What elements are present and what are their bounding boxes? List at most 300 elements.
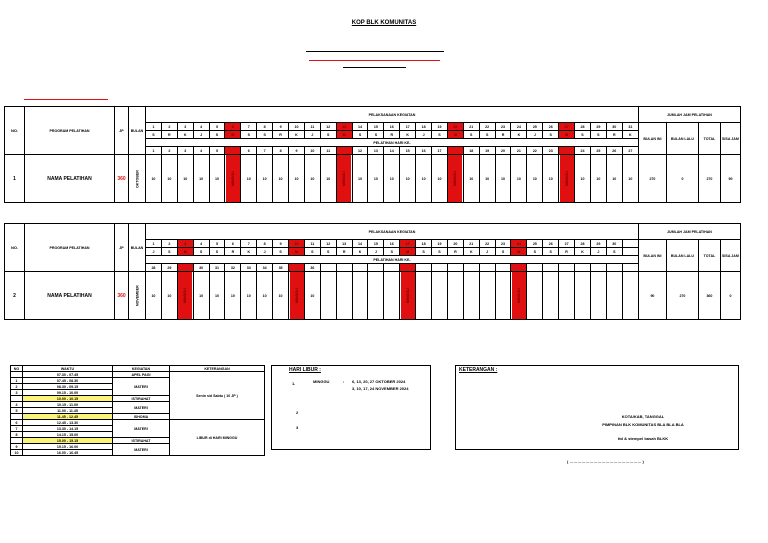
day-cell: R [225,248,241,256]
day-cell: K [289,131,305,139]
schedule-october [4,106,741,203]
jam-waktu: 11.45 - 12.45 [23,414,113,420]
day-cell: R [336,248,352,256]
jam-kegiatan: MATERI [113,378,170,396]
date-cell: 19 [432,123,448,131]
hours-cell: 10 [622,155,638,203]
date-cell: 11 [304,240,320,248]
col-no: NO. [5,107,25,155]
notes-title: KETERANGAN : [459,367,498,373]
date-cell: 21 [463,123,479,131]
col-jp: JP [115,224,129,272]
day-cell: K [400,131,416,139]
jam-waktu: 14.15 - 15.00 [23,432,113,438]
date-cell: 14 [352,240,368,248]
val-bulan-lalu: 270 [666,272,698,320]
hours-cell: 10 [511,155,527,203]
harike-cell: 1 [146,147,162,155]
col-hari-ke: PELATIHAN HARI KE- [146,139,639,147]
date-cell: 16 [384,240,400,248]
harike-cell: 36 [304,264,320,272]
harike-cell [384,264,400,272]
harike-cell [447,264,463,272]
harike-cell [368,264,384,272]
day-cell: K [177,131,193,139]
jam-no: 2 [11,384,23,390]
header-line-1 [306,51,444,52]
jam-no: 5 [11,408,23,414]
hours-cell: 10 [606,155,622,203]
col-bulan: BULAN [129,107,146,155]
harike-cell: 7 [257,147,273,155]
jam-no: 6 [11,420,23,426]
jam-header: NO [11,366,23,372]
notes-kota: KOTA/KAB, TANGGAL [621,414,665,419]
jam-header: WAKTU [23,366,113,372]
harike-cell: 21 [511,147,527,155]
jam-waktu: 16.00 - 16.45 [23,450,113,456]
day-cell: S [527,248,543,256]
hours-cell: 10 [384,155,400,203]
date-cell: 20 [447,240,463,248]
val-sisa: 90 [720,155,740,203]
holiday-no-1: 1. [292,381,296,386]
date-cell: 28 [575,240,591,248]
row-bulan: OKTOBER [129,155,146,203]
harike-cell [527,264,543,272]
jam-no: 7 [11,426,23,432]
harike-cell [495,264,511,272]
date-cell: 3 [177,123,193,131]
day-cell: K [575,248,591,256]
date-cell: 27 [559,123,575,131]
date-cell: 24 [511,123,527,131]
hours-cell [384,272,400,320]
harike-cell [590,264,606,272]
hours-cell: 10 [304,272,320,320]
hours-cell: 10 [146,155,162,203]
harike-cell [432,264,448,272]
harike-cell: 18 [463,147,479,155]
harike-cell: 8 [273,147,289,155]
harike-cell: 16 [416,147,432,155]
harike-cell [400,264,416,272]
jam-waktu: 07.30 - 07.45 [23,372,113,378]
day-cell: M [511,248,527,256]
holiday-box [271,365,431,450]
harike-cell: 5 [209,147,225,155]
col-pelaksanaan: PELAKSANAAN KEGIATAN [146,107,639,123]
harike-cell: 31 [209,264,225,272]
day-cell: M [559,131,575,139]
day-cell: K [352,248,368,256]
jam-kegiatan: MATERI [113,402,170,414]
hours-cell: 10 [225,272,241,320]
date-cell: 12 [320,123,336,131]
jam-waktu: 09.15 - 10.00 [23,390,113,396]
day-cell: S [241,131,257,139]
sunday-cell: MINGGU [289,272,305,320]
day-cell: S [209,248,225,256]
date-cell: 2 [161,123,177,131]
day-cell: R [447,248,463,256]
date-cell: 8 [257,240,273,248]
day-cell: S [320,131,336,139]
date-cell: 2 [161,240,177,248]
harike-cell: 13 [368,147,384,155]
sunday-cell: MINGGU [447,155,463,203]
jam-kegiatan: MATERI [113,420,170,438]
day-cell: J [146,248,162,256]
date-cell: 29 [590,123,606,131]
sunday-cell: MINGGU [511,272,527,320]
day-cell: M [447,131,463,139]
day-cell: K [511,131,527,139]
day-cell: K [622,131,638,139]
harike-cell: 35 [273,264,289,272]
notes-ttd: ttd & stempel basah BLKK [617,436,669,441]
row-jp: 360 [115,155,129,203]
harike-cell [416,264,432,272]
jam-ket-1: Senin s/d Sabtu ( 10 JP ) [170,372,265,420]
day-cell: J [527,131,543,139]
hours-cell: 10 [241,272,257,320]
col-total: TOTAL [698,240,720,272]
date-cell: 31 [622,123,638,131]
holiday-title: HARI LIBUR : [289,367,321,373]
date-cell: 12 [320,240,336,248]
harike-cell: 20 [495,147,511,155]
jam-waktu: 10.00 - 10.15 [23,396,113,402]
val-bulan-ini: 270 [638,155,666,203]
hours-cell: 10 [257,272,273,320]
day-cell: R [273,131,289,139]
date-cell: 7 [241,123,257,131]
day-cell: S [352,131,368,139]
hours-cell: 10 [432,155,448,203]
notes-signature: ( ……………………………………………… ) [567,459,644,464]
harike-cell: 10 [304,147,320,155]
harike-cell: 11 [320,147,336,155]
harike-cell: 24 [575,147,591,155]
jam-no: 8 [11,432,23,438]
date-cell: 29 [590,240,606,248]
hours-cell: 10 [495,155,511,203]
schedule-hours-table [10,365,265,456]
harike-cell [336,147,352,155]
day-cell: K [241,248,257,256]
notes-pimpinan: PIMPINAN BLK KOMUNITAS BLA BLA BLA [602,422,684,427]
day-cell: J [257,248,273,256]
harike-cell [511,264,527,272]
hours-cell [479,272,495,320]
date-cell: 25 [527,240,543,248]
harike-cell: 17 [432,147,448,155]
col-no: NO. [5,224,25,272]
day-cell: S [384,248,400,256]
day-cell: R [606,131,622,139]
day-cell: S [432,248,448,256]
date-cell: 13 [336,240,352,248]
harike-cell: 26 [606,147,622,155]
val-total: 270 [698,155,720,203]
hours-cell: 10 [590,155,606,203]
date-cell: 22 [479,240,495,248]
date-cell: 21 [463,240,479,248]
hours-cell [527,272,543,320]
jam-waktu: 10.15 - 11.00 [23,402,113,408]
day-cell: S [193,248,209,256]
date-cell: 5 [209,123,225,131]
jam-no: 4 [11,402,23,408]
hours-cell: 10 [575,155,591,203]
harike-cell: 27 [622,147,638,155]
harike-cell [352,264,368,272]
date-cell: 13 [336,123,352,131]
schedule-november [4,223,741,320]
hours-cell [463,272,479,320]
hours-cell: 10 [241,155,257,203]
jam-no: 3 [11,390,23,396]
harike-cell [559,147,575,155]
holiday-no-3: 3 [296,425,299,430]
hours-cell [575,272,591,320]
harike-cell: 12 [352,147,368,155]
harike-cell: 32 [225,264,241,272]
day-cell: S [416,248,432,256]
jam-waktu: 12.45 - 13.30 [23,420,113,426]
header-line-3 [343,67,406,68]
date-cell: 17 [400,123,416,131]
hours-cell [606,272,622,320]
hours-cell: 10 [193,272,209,320]
hours-cell [590,272,606,320]
day-cell: S [543,131,559,139]
date-cell: 19 [432,240,448,248]
hours-cell: 10 [146,272,162,320]
day-cell: S [606,248,622,256]
jam-kegiatan: APEL PAGI [113,372,170,378]
day-cell: S [320,248,336,256]
date-cell: 30 [606,123,622,131]
hours-cell: 10 [161,155,177,203]
date-cell: 30 [606,240,622,248]
hours-cell: 10 [479,155,495,203]
val-total: 360 [698,272,720,320]
hours-cell [320,272,336,320]
day-cell: S [463,131,479,139]
hours-cell: 10 [257,155,273,203]
hours-cell: 10 [416,155,432,203]
jam-no: 10 [11,450,23,456]
col-jumlah: JUMLAH JAM PELATIHAN [638,224,740,240]
harike-cell [177,264,193,272]
day-cell: S [432,131,448,139]
date-cell: 9 [273,123,289,131]
row-jp: 360 [115,272,129,320]
val-sisa: 0 [720,272,740,320]
day-cell: R [559,248,575,256]
date-cell: 14 [352,123,368,131]
harike-cell: 33 [241,264,257,272]
hours-cell [622,272,638,320]
jam-kegiatan: MATERI [113,444,170,456]
harike-cell [479,264,495,272]
day-cell: S [304,248,320,256]
hours-cell: 10 [177,155,193,203]
harike-cell: 22 [527,147,543,155]
day-cell: S [257,131,273,139]
hours-cell [447,272,463,320]
date-cell: 24 [511,240,527,248]
date-cell: 10 [289,123,305,131]
jam-kegiatan: ISHOMA [113,414,170,420]
harike-cell: 9 [289,147,305,155]
harike-cell: 2 [161,147,177,155]
holiday-nov: 3, 10, 17, 24 NOVEMBER 2024 [352,386,409,391]
col-program: PROGRAM PELATIHAN [25,107,115,155]
jam-waktu: 15.15 - 16.00 [23,444,113,450]
jam-kegiatan: ISTIRAHAT [113,438,170,444]
col-program: PROGRAM PELATIHAN [25,224,115,272]
date-cell: 6 [225,240,241,248]
date-cell: 20 [447,123,463,131]
harike-cell: 3 [177,147,193,155]
harike-cell [559,264,575,272]
col-total: TOTAL [698,123,720,155]
day-cell: S [161,248,177,256]
sunday-cell: MINGGU [559,155,575,203]
date-cell: 6 [225,123,241,131]
sunday-cell: MINGGU [336,155,352,203]
date-cell: 9 [273,240,289,248]
date-cell: 18 [416,123,432,131]
day-cell: M [289,248,305,256]
hours-cell: 10 [527,155,543,203]
col-bulan-ini: BULAN INI [638,123,666,155]
day-cell: M [336,131,352,139]
day-cell: S [368,131,384,139]
day-cell: M [225,131,241,139]
day-cell: J [368,248,384,256]
date-cell: 23 [495,240,511,248]
date-cell: 1 [146,240,162,248]
jam-no: 1 [11,378,23,384]
harike-cell: 4 [193,147,209,155]
red-underline [24,99,108,100]
holiday-no-2: 2 [296,410,299,415]
date-cell: 4 [193,240,209,248]
jam-waktu: 08.30 - 09.15 [23,384,113,390]
harike-cell: 25 [590,147,606,155]
row-no: 2 [5,272,25,320]
day-cell: J [590,248,606,256]
jam-ket-2: LIBUR di HARI MINGGU [170,420,265,456]
sunday-cell: MINGGU [177,272,193,320]
day-cell: S [495,248,511,256]
col-bulan: BULAN [129,224,146,272]
hours-cell: 10 [209,272,225,320]
jam-header: KETERANGAN [170,366,265,372]
hours-cell: 10 [304,155,320,203]
hours-cell [495,272,511,320]
harike-cell: 30 [193,264,209,272]
sunday-cell: MINGGU [225,155,241,203]
date-cell: 26 [543,240,559,248]
harike-cell: 28 [146,264,162,272]
day-cell: S [273,248,289,256]
day-cell: J [304,131,320,139]
day-cell: S [543,248,559,256]
hours-cell: 10 [289,155,305,203]
row-no: 1 [5,155,25,203]
day-cell: J [479,248,495,256]
holiday-colon: : [343,379,345,384]
hours-cell: 10 [273,155,289,203]
harike-cell [289,264,305,272]
col-bulan-lalu: BULAN LALU [666,240,698,272]
harike-cell: 15 [400,147,416,155]
hours-cell: 10 [161,272,177,320]
harike-cell [606,264,622,272]
col-bulan-lalu: BULAN LALU [666,123,698,155]
date-cell: 23 [495,123,511,131]
date-cell: 25 [527,123,543,131]
harike-cell [575,264,591,272]
day-cell [622,248,638,256]
date-cell: 8 [257,123,273,131]
date-cell: 18 [416,240,432,248]
date-cell: 3 [177,240,193,248]
day-cell: J [416,131,432,139]
date-cell: 4 [193,123,209,131]
day-cell: S [146,131,162,139]
harike-cell [336,264,352,272]
col-pelaksanaan: PELAKSANAAN KEGIATAN [146,224,639,240]
hours-cell: 10 [543,155,559,203]
hours-cell: 10 [209,155,225,203]
row-nama: NAMA PELATIHAN [25,272,115,320]
date-cell: 11 [304,123,320,131]
hours-cell: 10 [400,155,416,203]
date-cell: 16 [384,123,400,131]
date-cell [622,240,638,248]
col-hari-ke: PELATIHAN HARI KE- [146,256,639,264]
hours-cell [336,272,352,320]
day-cell: S [209,131,225,139]
jam-waktu: 07.45 - 08.30 [23,378,113,384]
hours-cell [543,272,559,320]
day-cell: S [479,131,495,139]
header-line-2 [309,60,440,61]
jam-header: KEGIATAN [113,366,170,372]
harike-cell [447,147,463,155]
harike-cell: 29 [161,264,177,272]
day-cell: R [161,131,177,139]
harike-cell: 34 [257,264,273,272]
date-cell: 5 [209,240,225,248]
harike-cell [622,264,638,272]
day-cell: S [590,131,606,139]
harike-cell [463,264,479,272]
harike-cell: 14 [384,147,400,155]
col-sisa: SISA JAM [720,240,740,272]
jam-no: 9 [11,444,23,450]
day-cell: K [463,248,479,256]
harike-cell [543,264,559,272]
date-cell: 1 [146,123,162,131]
harike-cell [225,147,241,155]
